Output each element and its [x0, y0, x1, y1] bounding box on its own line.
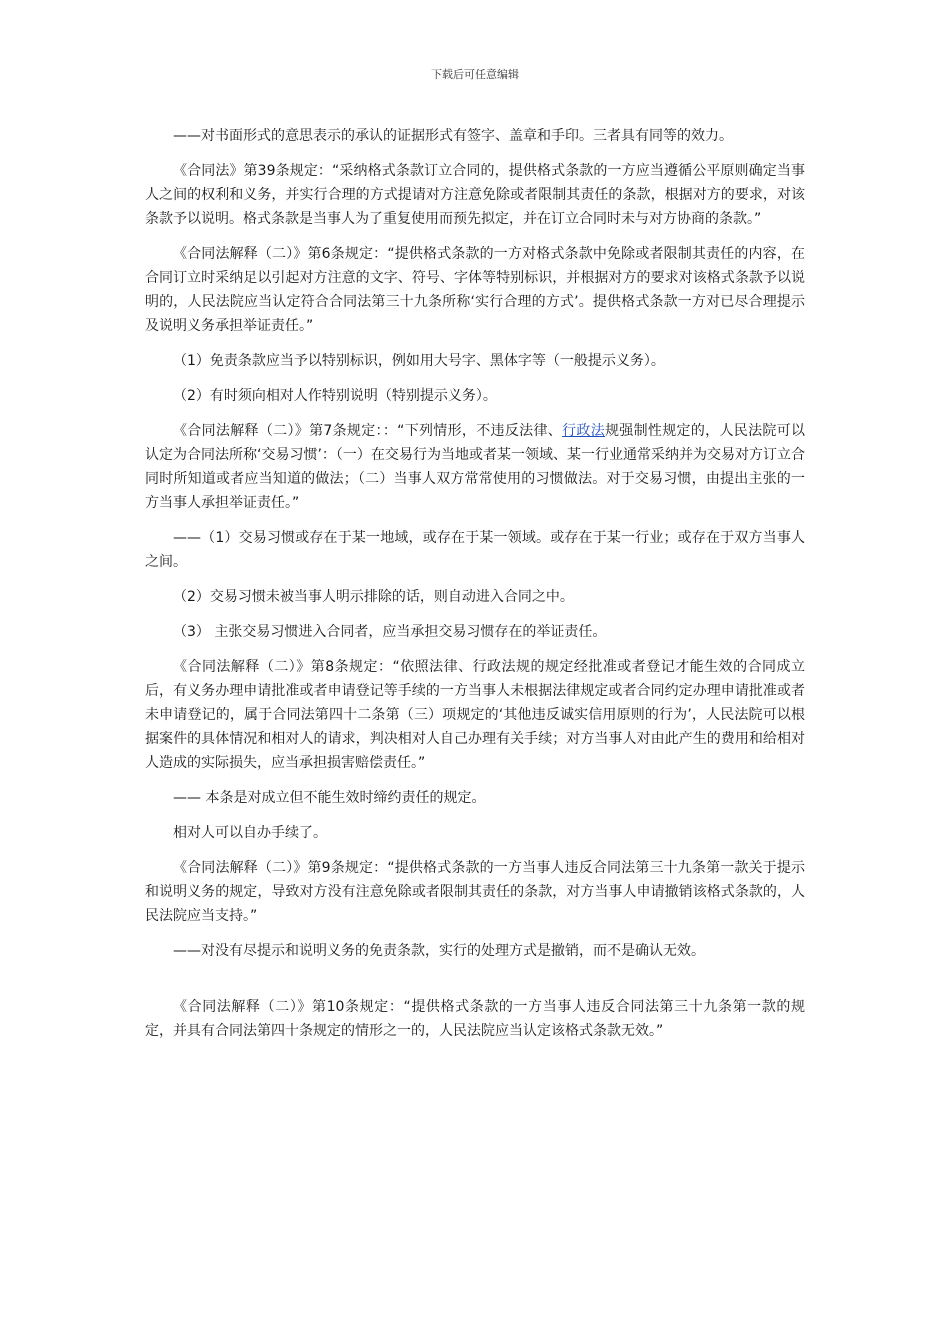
interpretation-7-text-before: 《合同法解释（二）》第7条规定：：“下列情形，不违反法律、 — [173, 423, 563, 439]
paragraph-interpretation-7 — [145, 419, 805, 515]
paragraph-note-1: （1）免责条款应当予以特别标识，例如用大号字、黑体字等（一般提示义务）。 — [173, 353, 665, 369]
paragraph-interpretation-9: 《合同法解释（二）》第9条规定：“提供格式条款的一方当事人违反合同法第三十九条第一款关于提示和说明义务的规定，导致对方没有注意免除或者限制其责任的条款，对方当事人申请撤销该格式条款的，人民法院应当支持。” — [145, 860, 805, 924]
paragraph-article-39: 《合同法》第39条规定：“采纳格式条款订立合同的，提供格式条款的一方应当遵循公平原则确定当事人之间的权利和义务，并实行合理的方式提请对方注意免除或者限制其责任的条款，根据对方的要求，对该条款予以说明。格式条款是当事人为了重复使用而预先拟定，并在订立合同时未与对方协商的条款。” — [145, 163, 805, 227]
paragraph-revocation-note: ——对没有尽提示和说明义务的免责条款，实行的处理方式是撤销，而不是确认无效。 — [173, 943, 705, 959]
paragraph-interpretation-8: 《合同法解释（二）》第8条规定：“依照法律、行政法规的规定经批准或者登记才能生效的合同成立后，有义务办理申请批准或者申请登记等手续的一方当事人未根据法律规定或者合同约定办理申请批准或者未申请登记的，属于合同法第四十二条第（三）项规定的‘其他违反诚实信用原则的行为’，人民法院可以根据案件的具体情况和相对人的请求，判决相对人自己办理有关手续；对方当事人对由此产生的费用和给相对人造成的实际损失，应当承担损害赔偿责任。” — [145, 659, 805, 771]
paragraph-custom-note-1: ——（1）交易习惯或存在于某一地域，或存在于某一领域。或存在于某一行业；或存在于双方当事人之间。 — [145, 530, 805, 570]
paragraph-custom-note-2: （2）交易习惯未被当事人明示排除的话，则自动进入合同之中。 — [173, 589, 574, 605]
paragraph-custom-note-3: （3） 主张交易习惯进入合同者，应当承担交易习惯存在的举证责任。 — [173, 624, 607, 640]
administrative-law-link[interactable]: 行政法 — [562, 423, 605, 439]
document-body — [145, 124, 805, 1054]
page-header: 下载后可任意编辑 — [431, 68, 519, 81]
paragraph-interpretation-6: 《合同法解释（二）》第6条规定：“提供格式条款的一方对格式条款中免除或者限制其责任的内容，在合同订立时采纳足以引起对方注意的文字、符号、字体等特别标识，并根据对方的要求对该格式条款予以说明的，人民法院应当认定符合合同法第三十九条所称‘实行合理的方式’。提供格式条款一方对已尽合理提示及说明义务承担举证责任。” — [145, 246, 805, 334]
paragraph-signature-forms: ——对书面形式的意思表示的承认的证据形式有签字、盖章和手印。三者具有同等的效力。 — [173, 128, 733, 144]
interpretation-7-text-after: 规强制性规定的，人民法院可以认定为合同法所称‘交易习惯’：（一）在交易行为当地或者某一领域、某一行业通常采纳并为交易对方订立合同时所知道或者应当知道的做法；（二）当事人双方常常使用的习惯做法。对于交易习惯，由提出主张的一方当事人承担举证责任。” — [145, 423, 805, 511]
paragraph-article-8-note: —— 本条是对成立但不能生效时缔约责任的规定。 — [173, 790, 486, 806]
paragraph-note-2: （2）有时须向相对人作特别说明（特别提示义务）。 — [173, 388, 497, 404]
paragraph-interpretation-10: 《合同法解释（二）》第10条规定：“提供格式条款的一方当事人违反合同法第三十九条第一款的规定，并具有合同法第四十条规定的情形之一的，人民法院应当认定该格式条款无效。” — [145, 999, 805, 1039]
paragraph-self-handling-note: 相对人可以自办手续了。 — [173, 825, 327, 841]
